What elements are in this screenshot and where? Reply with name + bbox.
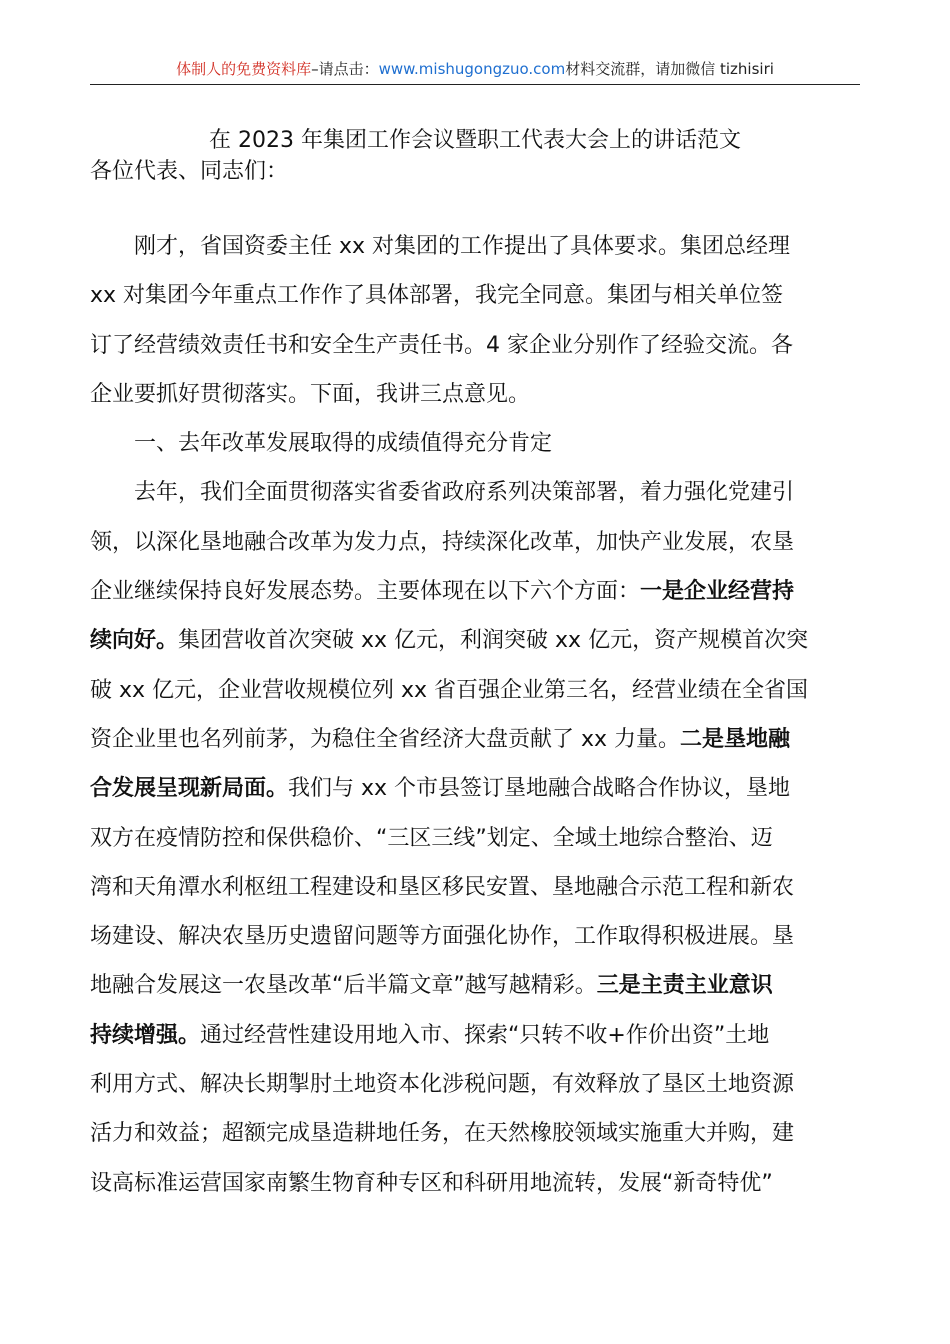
body-line [90,279,860,328]
bold-heading-text: 二是垦地融 [680,726,791,752]
bold-heading-text: 三是主责主业意识 [596,973,773,999]
bold-heading-text: 一是企业经营持 [640,579,795,605]
bold-heading-text: 持续增强。 [90,1022,201,1048]
body-line [90,822,860,871]
body-line [90,624,860,673]
header-tail: 材料交流群，请加微信 tizhisiri [565,60,774,78]
body-text-segment: 破 xx 亿元，企业营收规模位列 xx 省百强企业第三名，经营业绩在全省国 [90,677,809,703]
body-line [90,1019,860,1068]
body-line [90,575,860,624]
body-text-segment: 刚才，省国资委主任 xx 对集团的工作提出了具体要求。集团总经理 [90,234,791,259]
body-text-segment: 集团营收首次突破 xx 亿元，利润突破 xx 亿元，资产规模首次突 [178,628,809,654]
body-text-segment: 资企业里也名列前茅，为稳住全省经济大盘贡献了 xx 力量。 [90,726,681,752]
body-text-segment: 一、去年改革发展取得的成绩值得充分肯定 [90,431,553,457]
body-text-segment: xx 对集团今年重点工作作了具体部署，我完全同意。集团与相关单位签 [90,283,784,309]
body-line [90,526,860,575]
header-url-link[interactable]: www.mishugongzuo.com [378,60,566,78]
body-line [90,378,860,427]
body-line [90,1117,860,1166]
header-brand: 体制人的免费资料库 [176,60,312,78]
header-lead: –请点击： [311,60,379,78]
body-line [90,871,860,920]
greeting: 各位代表、同志们： [90,159,289,184]
body-line [90,969,860,1018]
body-line [90,1068,860,1117]
body-text-segment: 通过经营性建设用地入市、探索“只转不收+作价出资”土地 [200,1022,770,1048]
body-text-segment: 订了经营绩效责任书和安全生产责任书。4 家企业分别作了经验交流。各 [90,332,793,358]
body-text-segment: 双方在疫情防控和保供稳价、“三区三线”划定、全域土地综合整治、迈 [90,825,773,851]
body-text-segment: 领，以深化垦地融合改革为发力点，持续深化改革，加快产业发展，农垦 [90,529,795,555]
body-line [90,230,860,279]
body-line [90,329,860,378]
body-text-segment: 设高标准运营国家南繁生物育种专区和科研用地流转，发展“新奇特优” [90,1170,773,1196]
page-header [90,56,860,85]
body-text-segment: 场建设、解决农垦历史遗留问题等方面强化协作，工作取得积极进展。垦 [90,924,795,950]
body-line [90,674,860,723]
body-text-segment: 我们与 xx 个市县签订垦地融合战略合作协议，垦地 [288,776,791,802]
body-text-segment: 活力和效益；超额完成垦造耕地任务，在天然橡胶领域实施重大并购，建 [90,1121,795,1147]
body-line [90,427,860,476]
body-text-segment: 湾和天角潭水利枢纽工程建设和垦区移民安置、垦地融合示范工程和新农 [90,874,795,900]
body-text-segment: 企业要抓好贯彻落实。下面，我讲三点意见。 [90,381,531,407]
body-line [90,723,860,772]
bold-heading-text: 合发展呈现新局面。 [90,776,289,802]
bold-heading-text: 续向好。 [90,628,179,654]
body-line [90,920,860,969]
body-line [90,476,860,525]
document-body [90,230,860,1216]
body-text-segment: 利用方式、解决长期掣肘土地资本化涉税问题，有效释放了垦区土地资源 [90,1072,795,1098]
body-line [90,772,860,821]
body-text-segment: 地融合发展这一农垦改革“后半篇文章”越写越精彩。 [90,973,597,999]
body-text-segment: 企业继续保持良好发展态势。主要体现在以下六个方面： [90,579,641,605]
body-text-segment: 去年，我们全面贯彻落实省委省政府系列决策部署，着力强化党建引 [90,480,795,506]
body-line [90,1167,860,1216]
document-title: 在 2023 年集团工作会议暨职工代表大会上的讲话范文 [209,128,741,153]
